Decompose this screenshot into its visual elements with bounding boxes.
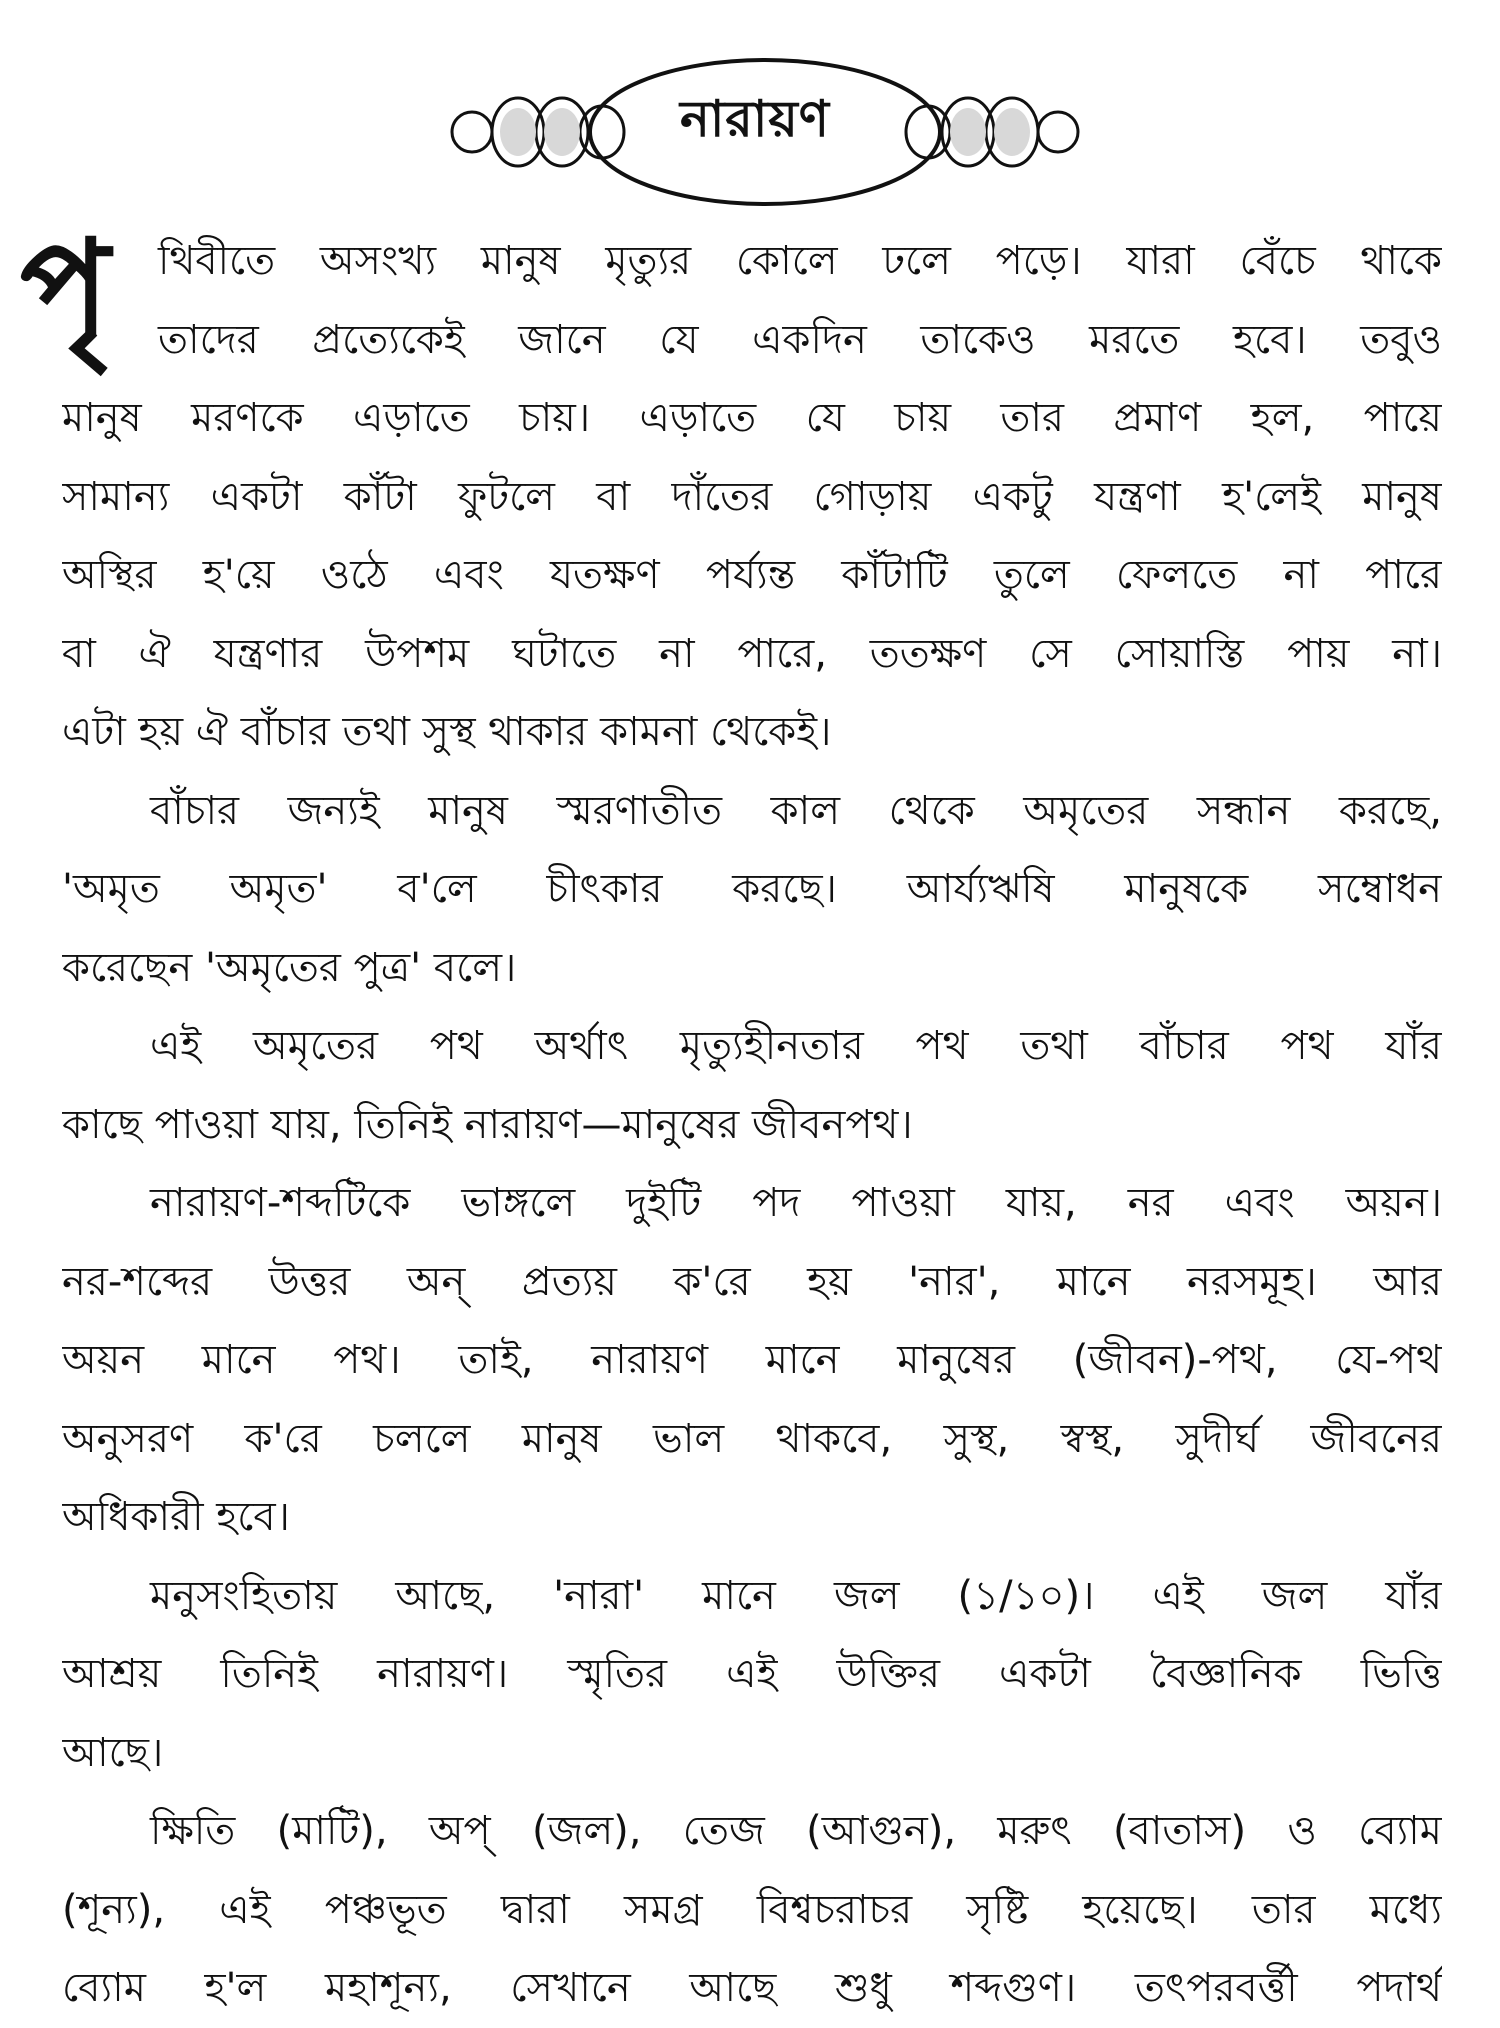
text-line: এই অমৃতের পথ অর্থাৎ মৃত্যুহীনতার পথ তথা বাঁচার পথ যাঁর — [150, 1023, 1442, 1069]
text-line: তাদের প্রত্যেকেই জানে যে একদিন তাকেও মরতে হবে। তবুও — [158, 316, 1442, 363]
text-line: বা ঐ যন্ত্রণার উপশম ঘটাতে না পারে, ততক্ষণ সে সোয়াস্তি পায় না। — [62, 630, 1442, 677]
text-line: নর-শব্দের উত্তর অন্ প্রত্যয় ক'রে হয় 'নার', মানে নরসমূহ। আর — [62, 1258, 1442, 1305]
text-line: অধিকারী হবে। — [62, 1494, 290, 1540]
page-title: নারায়ণ — [679, 89, 831, 148]
text-line: নারায়ণ-শব্দটিকে ভাঙ্গলে দুইটি পদ পাওয়া যায়, নর এবং অয়ন। — [150, 1180, 1442, 1226]
text-line: (শূন্য), এই পঞ্চভূত দ্বারা সমগ্র বিশ্বচরাচর সৃষ্টি হয়েছে। তার মধ্যে — [62, 1886, 1442, 1933]
text-line: ক্ষিতি (মাটি), অপ্ (জল), তেজ (আগুন), মরুৎ (বাতাস) ও ব্যোম — [150, 1808, 1442, 1854]
text-line: অস্থির হ'য়ে ওঠে এবং যতক্ষণ পর্য্যন্ত কাঁটাটি তুলে ফেলতে না পারে — [62, 552, 1442, 598]
text-line: কাছে পাওয়া যায়, তিনিই নারায়ণ—মানুষের জীবনপথ। — [62, 1101, 913, 1148]
text-line: অনুসরণ ক'রে চললে মানুষ ভাল থাকবে, সুস্থ, স্বস্থ, সুদীর্ঘ জীবনের — [62, 1415, 1442, 1462]
text-line: বাঁচার জন্যই মানুষ স্মরণাতীত কাল থেকে অমৃতের সন্ধান করছে, — [150, 787, 1442, 834]
ornament-left-circle-outer — [452, 112, 492, 152]
text-line: আশ্রয় তিনিই নারায়ণ। স্মৃতির এই উক্তির একটা বৈজ্ঞানিক ভিত্তি — [62, 1651, 1442, 1697]
text-line: করেছেন 'অমৃতের পুত্র' বলে। — [62, 944, 517, 991]
text-line: এটা হয় ঐ বাঁচার তথা সুস্থ থাকার কামনা থেকেই। — [62, 709, 832, 755]
text-line: ব্যোম হ'ল মহাশূন্য, সেখানে আছে শুধু শব্দগুণ। তৎপরবর্ত্তী পদার্থ — [62, 1965, 1442, 2011]
text-line: মনুসংহিতায় আছে, 'নারা' মানে জল (১/১০)। এই জল যাঁর — [150, 1572, 1442, 1619]
text-line: অয়ন মানে পথ। তাই, নারায়ণ মানে মানুষের (জীবন)-পথ, যে-পথ — [62, 1337, 1442, 1383]
ornament-right-circle-outer — [1038, 112, 1078, 152]
text-line: থিবীতে অসংখ্য মানুষ মৃত্যুর কোলে ঢলে পড়ে। যারা বেঁচে থাকে — [158, 238, 1442, 284]
text-line: মানুষ মরণকে এড়াতে চায়। এড়াতে যে চায় তার প্রমাণ হল, পায়ে — [62, 395, 1442, 441]
body-text — [62, 222, 1442, 2028]
drop-cap: পৃ — [20, 211, 110, 366]
text-line: সামান্য একটা কাঁটা ফুটলে বা দাঁতের গোড়ায় একটু যন্ত্রণা হ'লেই মানুষ — [62, 473, 1442, 520]
text-line: আছে। — [62, 1729, 164, 1776]
text-line: 'অমৃত অমৃত' ব'লে চীৎকার করছে। আর্য্যঋষি মানুষকে সম্বোধন — [62, 866, 1442, 912]
